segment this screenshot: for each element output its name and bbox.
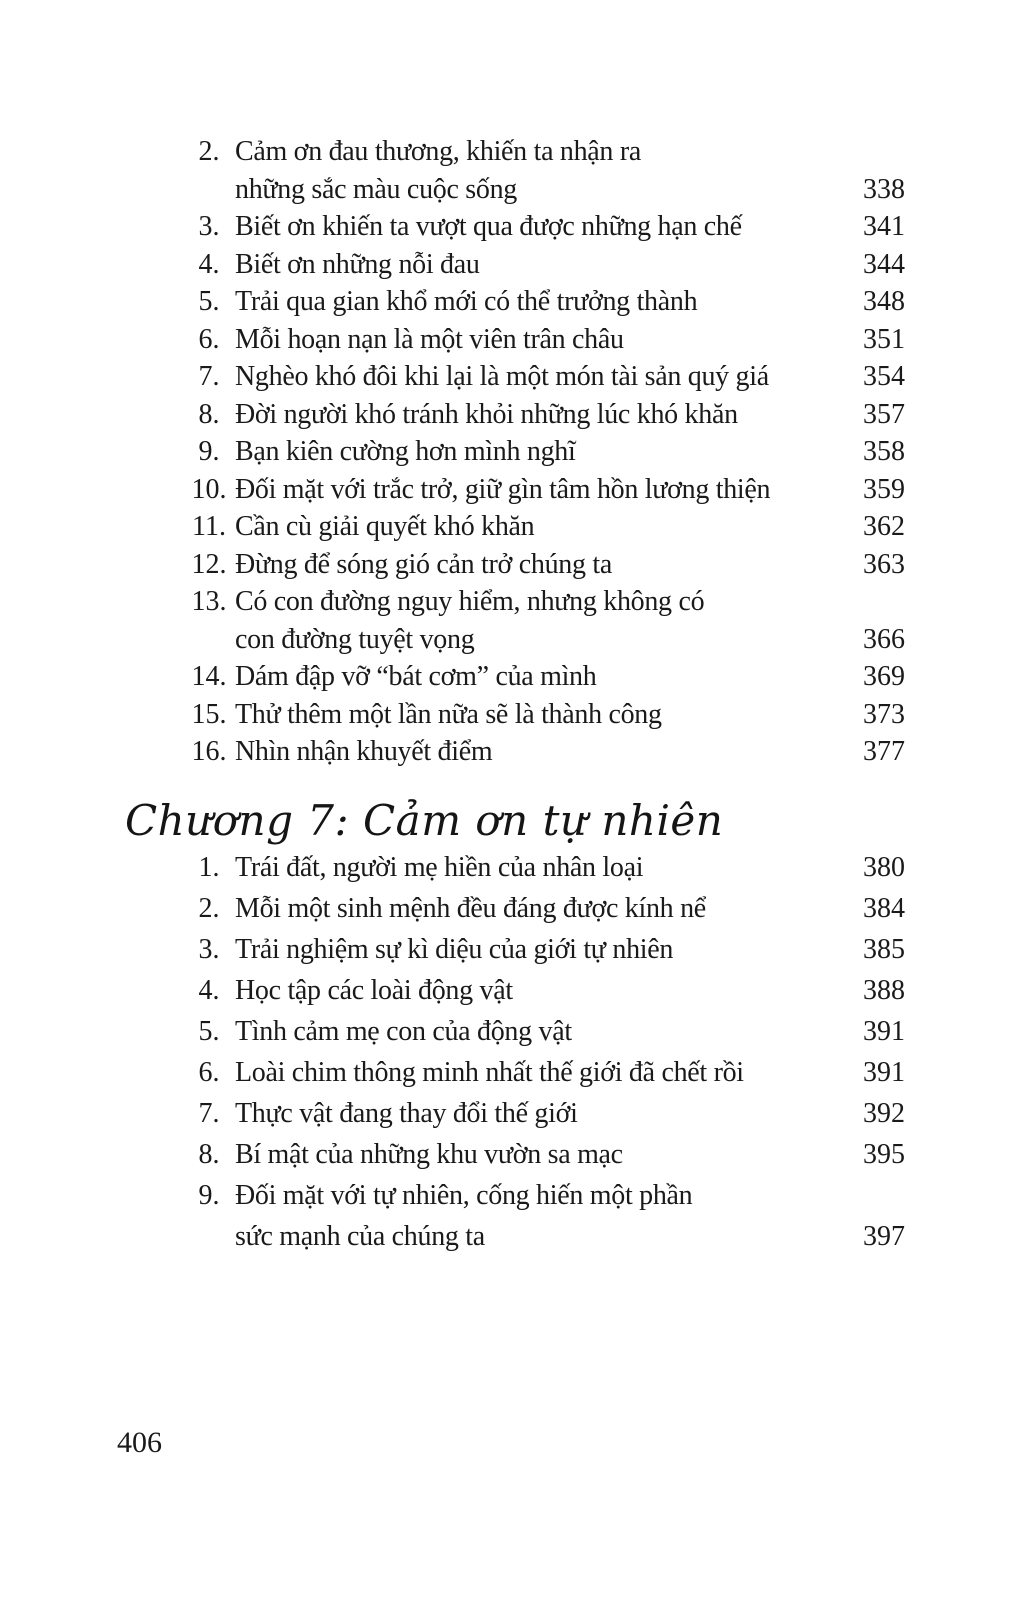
toc-entry-title-line: Mỗi hoạn nạn là một viên trân châu xyxy=(235,323,624,355)
toc-entry-number: 13. xyxy=(191,586,227,617)
toc-entry-page: 351 xyxy=(863,323,905,355)
toc-entry-page: 388 xyxy=(863,975,905,1006)
toc-entry-title-line: Thực vật đang thay đổi thế giới xyxy=(235,1098,578,1129)
toc-entry[interactable] xyxy=(183,396,905,434)
toc-entry-page: 358 xyxy=(863,436,905,467)
toc-entry[interactable] xyxy=(183,321,905,359)
toc-entry-number: 10. xyxy=(191,473,227,505)
toc-entry-title xyxy=(235,658,849,696)
toc-entry-number: 8. xyxy=(198,398,220,430)
toc-entry-number: 9. xyxy=(198,1180,220,1211)
toc-entry-title-line: Mỗi một sinh mệnh đều đáng được kính nể xyxy=(235,893,706,924)
toc-entry-title-line: Loài chim thông minh nhất thế giới đã chết rồi xyxy=(235,1057,744,1088)
toc-entry[interactable] xyxy=(183,208,905,246)
toc-entry-page: 362 xyxy=(863,511,905,542)
toc-entry-title-line: Tình cảm mẹ con của động vật xyxy=(235,1016,572,1047)
toc-entry-title xyxy=(235,358,849,396)
toc-entry-title-line: Trải nghiệm sự kì diệu của giới tự nhiên xyxy=(235,934,674,965)
toc-entry-title-line: Nhìn nhận khuyết điểm xyxy=(235,736,493,767)
toc-entry-title-line: Đừng để sóng gió cản trở chúng ta xyxy=(235,548,613,580)
toc-entry-number: 12. xyxy=(191,548,227,580)
footer-page-number: 406 xyxy=(117,1426,162,1459)
toc-entry[interactable] xyxy=(183,888,905,929)
toc-entry-title-line: Bí mật của những khu vườn sa mạc xyxy=(235,1139,623,1170)
toc-entry-number: 3. xyxy=(198,934,220,965)
toc-entry-title xyxy=(235,471,849,509)
toc-entry-page: 391 xyxy=(863,1016,905,1047)
toc-entry[interactable] xyxy=(183,970,905,1011)
toc-entry-title xyxy=(235,733,849,771)
toc-entry[interactable] xyxy=(183,133,905,208)
toc-entry-title xyxy=(235,929,849,970)
toc-entry-title xyxy=(235,246,849,284)
toc-entry-title-line: con đường tuyệt vọng xyxy=(235,623,475,655)
toc-entry[interactable] xyxy=(183,847,905,888)
toc-entry-number: 7. xyxy=(198,1098,220,1129)
toc-entry-page: 338 xyxy=(863,173,905,205)
toc-entry-number: 2. xyxy=(198,893,220,924)
toc-entry-number: 5. xyxy=(198,1016,220,1047)
toc-entry[interactable] xyxy=(183,433,905,471)
toc-section-previous-chapter xyxy=(183,133,905,771)
toc-entry-page: 341 xyxy=(863,211,905,242)
toc-entry-page: 354 xyxy=(863,361,905,392)
toc-section-chapter-7 xyxy=(183,847,905,1257)
toc-entry-title-line: Bạn kiên cường hơn mình nghĩ xyxy=(235,436,576,467)
toc-entry-page: 373 xyxy=(863,698,905,730)
toc-entry-number: 8. xyxy=(198,1139,220,1170)
toc-entry-title-line: Đối mặt với tự nhiên, cống hiến một phần xyxy=(235,1180,693,1211)
toc-entry-title-line: Biết ơn những nỗi đau xyxy=(235,248,480,280)
toc-entry-title-line: Biết ơn khiến ta vượt qua được những hạn chế xyxy=(235,211,742,242)
toc-entry-title xyxy=(235,208,849,246)
chapter-heading: Chương 7: Cảm ơn tự nhiên xyxy=(125,795,724,845)
toc-entry-number: 5. xyxy=(198,286,220,317)
toc-entry-title xyxy=(235,321,849,359)
toc-entry-page: 366 xyxy=(863,623,905,655)
toc-entry-page: 359 xyxy=(863,473,905,505)
toc-entry-page: 397 xyxy=(863,1221,905,1252)
toc-entry-title-line: Trải qua gian khổ mới có thể trưởng thành xyxy=(235,286,698,317)
toc-entry-title-line: Học tập các loài động vật xyxy=(235,975,513,1006)
toc-entry-page: 392 xyxy=(863,1098,905,1129)
toc-entry-title xyxy=(235,1011,849,1052)
toc-entry[interactable] xyxy=(183,508,905,546)
toc-entry-title xyxy=(235,583,849,658)
toc-entry-number: 6. xyxy=(198,1057,220,1088)
toc-entry[interactable] xyxy=(183,358,905,396)
toc-entry-title xyxy=(235,696,849,734)
toc-entry-title xyxy=(235,508,849,546)
toc-entry-title-line: Trái đất, người mẹ hiền của nhân loại xyxy=(235,852,644,883)
toc-entry-title xyxy=(235,1134,849,1175)
toc-entry-title xyxy=(235,970,849,1011)
toc-entry-page: 380 xyxy=(863,852,905,883)
toc-entry-page: 395 xyxy=(863,1139,905,1170)
toc-entry-title-line: Đời người khó tránh khỏi những lúc khó khăn xyxy=(235,398,738,430)
toc-entry-title xyxy=(235,433,849,471)
toc-entry-title xyxy=(235,396,849,434)
toc-entry[interactable] xyxy=(183,1052,905,1093)
toc-entry[interactable] xyxy=(183,583,905,658)
toc-entry-title-line: những sắc màu cuộc sống xyxy=(235,173,517,205)
toc-entry-title-line: Cần cù giải quyết khó khăn xyxy=(235,511,535,542)
toc-entry-page: 344 xyxy=(863,248,905,280)
toc-entry-title xyxy=(235,1093,849,1134)
toc-entry-number: 4. xyxy=(198,975,220,1006)
toc-entry-number: 1. xyxy=(198,852,220,883)
toc-entry-number: 14. xyxy=(191,661,227,692)
toc-entry[interactable] xyxy=(183,696,905,734)
toc-entry-page: 357 xyxy=(863,398,905,430)
toc-entry-number: 4. xyxy=(198,248,220,280)
toc-entry-page: 363 xyxy=(863,548,905,580)
toc-entry-title xyxy=(235,133,849,208)
toc-entry-number: 9. xyxy=(198,436,220,467)
toc-entry[interactable] xyxy=(183,471,905,509)
toc-entry-number: 7. xyxy=(198,361,220,392)
toc-entry[interactable] xyxy=(183,1011,905,1052)
toc-entry-page: 384 xyxy=(863,893,905,924)
toc-entry[interactable] xyxy=(183,1093,905,1134)
toc-entry-title-line: Đối mặt với trắc trở, giữ gìn tâm hồn lương thiện xyxy=(235,473,771,505)
toc-entry-number: 2. xyxy=(198,136,220,167)
toc-entry-title-line: Thử thêm một lần nữa sẽ là thành công xyxy=(235,698,662,730)
toc-entry-title-line: Dám đập vỡ “bát cơm” của mình xyxy=(235,661,597,692)
toc-entry[interactable] xyxy=(183,733,905,771)
toc-entry-title xyxy=(235,283,849,321)
toc-entry[interactable] xyxy=(183,929,905,970)
toc-entry-number: 3. xyxy=(198,211,220,242)
toc-entry-title-line: sức mạnh của chúng ta xyxy=(235,1221,485,1252)
toc-entry-title-line: Nghèo khó đôi khi lại là một món tài sản quý giá xyxy=(235,361,769,392)
toc-entry-page: 348 xyxy=(863,286,905,317)
toc-entry[interactable] xyxy=(183,246,905,284)
toc-entry-number: 16. xyxy=(191,736,227,767)
toc-entry[interactable] xyxy=(183,546,905,584)
toc-entry-title xyxy=(235,1052,849,1093)
toc-entry-page: 391 xyxy=(863,1057,905,1088)
toc-entry[interactable] xyxy=(183,1175,905,1257)
toc-entry-title xyxy=(235,1175,849,1257)
toc-entry-title xyxy=(235,546,849,584)
toc-entry-page: 385 xyxy=(863,934,905,965)
toc-entry-title xyxy=(235,847,849,888)
toc-entry[interactable] xyxy=(183,658,905,696)
toc-entry-title xyxy=(235,888,849,929)
toc-entry-number: 15. xyxy=(191,698,227,730)
toc-entry-page: 377 xyxy=(863,736,905,767)
toc-entry-title-line: Cảm ơn đau thương, khiến ta nhận ra xyxy=(235,136,641,167)
toc-entry-title-line: Có con đường nguy hiểm, nhưng không có xyxy=(235,586,705,617)
toc-entry[interactable] xyxy=(183,283,905,321)
toc-entry-number: 11. xyxy=(192,511,226,542)
toc-entry-page: 369 xyxy=(863,661,905,692)
toc-entry-number: 6. xyxy=(198,323,220,355)
toc-entry[interactable] xyxy=(183,1134,905,1175)
